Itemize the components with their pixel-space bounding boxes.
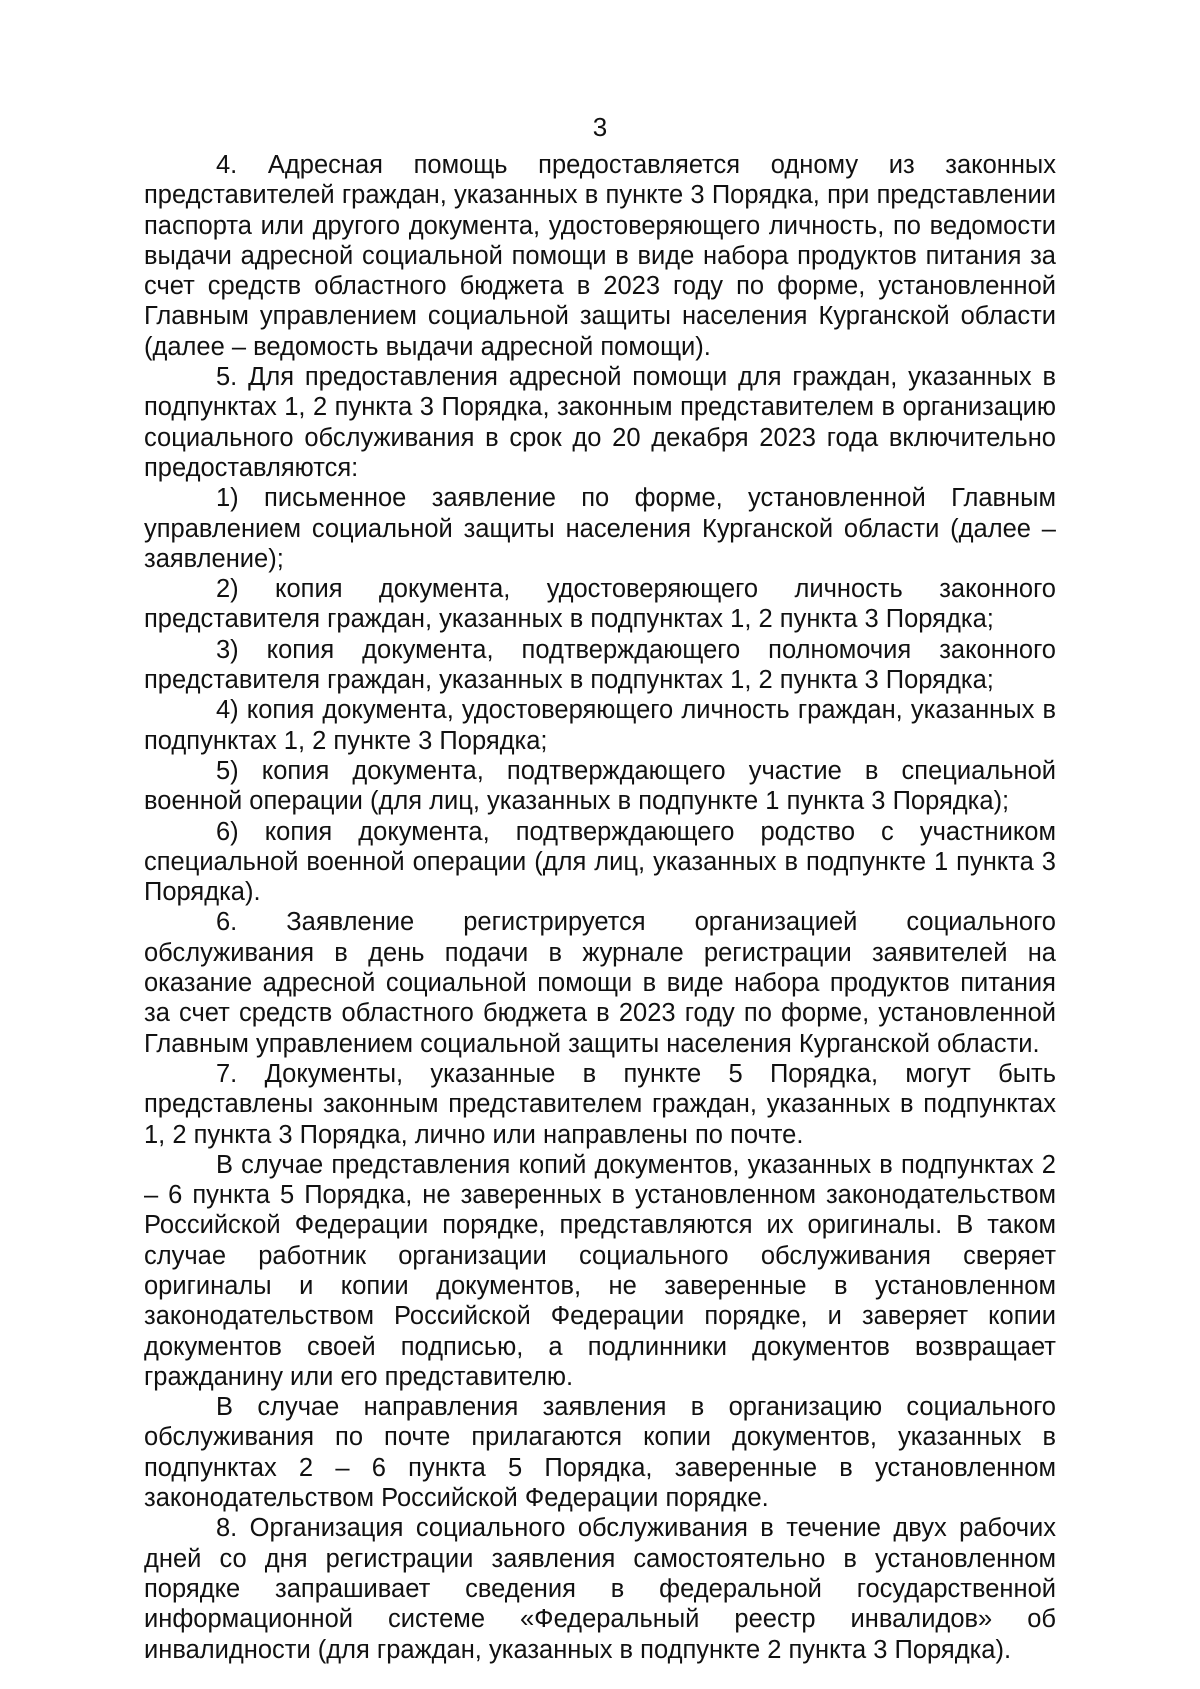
paragraph-item-6: 6. Заявление регистрируется организацией социального обслуживания в день подачи в журнале регистрации заявителей на оказание адресной социальной помощи в виде набора продуктов питания за счет средств областного бюджета в 2023 году по форме, установленной Главным управлением социальной защиты населения Курганской области. <box>144 908 1056 1058</box>
paragraph-item-4: 4. Адресная помощь предоставляется одному из законных представителей граждан, указанных в пункте 3 Порядка, при представлении паспорта или другого документа, удостоверяющего личность, по ведомости выдачи адресной социальной помощи в виде набора продуктов питания за счет средств областного бюджета в 2023 году по форме, установленной Главным управлением социальной защиты населения Курганской области (далее – ведомость выдачи адресной помощи). <box>144 151 1056 361</box>
paragraph-item-8: 8. Организация социального обслуживания в течение двух рабочих дней со дня регистрации заявления самостоятельно в установленном порядке запрашивает сведения в федеральной государственной информационной системе «Федеральный реестр инвалидов» об инвалидности (для граждан, указанных в подпункте 2 пункта 3 Порядка). <box>144 1514 1056 1664</box>
paragraph-item-5: 5. Для предоставления адресной помощи для граждан, указанных в подпунктах 1, 2 пункта 3 Порядка, законным представителем в организацию социального обслуживания в срок до 20 декабря 2023 года включительно предоставляются: <box>144 363 1056 482</box>
subparagraph-1: 1) письменное заявление по форме, установленной Главным управлением социальной защиты населения Курганской области (далее – заявление); <box>144 484 1056 573</box>
subparagraph-2: 2) копия документа, удостоверяющего личность законного представителя граждан, указанных в подпунктах 1, 2 пункта 3 Порядка; <box>144 575 1056 634</box>
subparagraph-4: 4) копия документа, удостоверяющего личность граждан, указанных в подпунктах 1, 2 пункте 3 Порядка; <box>144 696 1056 755</box>
paragraph-copies-presentation: В случае представления копий документов, указанных в подпунктах 2 – 6 пункта 5 Порядка, не заверенных в установленном законодательством Российской Федерации порядке, представляются их оригиналы. В таком случае работник организации социального обслуживания сверяет оригиналы и копии документов, не заверенные в установленном законодательством Российской Федерации порядке, и заверяет копии документов своей подписью, а подлинники документов возвращает гражданину или его представителю. <box>144 1150 1056 1391</box>
subparagraph-6: 6) копия документа, подтверждающего родство с участником специальной военной операции (для лиц, указанных в подпункте 1 пункта 3 Порядка). <box>144 817 1056 907</box>
paragraph-item-7: 7. Документы, указанные в пункте 5 Порядка, могут быть представлены законным представителем граждан, указанных в подпунктах 1, 2 пункта 3 Порядка, лично или направлены по почте. <box>144 1059 1056 1149</box>
subparagraph-5: 5) копия документа, подтверждающего участие в специальной военной операции (для лиц, указанных в подпункте 1 пункта 3 Порядка); <box>144 756 1056 816</box>
page-number: 3 <box>592 112 608 142</box>
document-body <box>144 150 1056 1665</box>
paragraph-mail-submission: В случае направления заявления в организацию социального обслуживания по почте прилагаются копии документов, указанных в подпунктах 2 – 6 пункта 5 Порядка, заверенные в установленном законодательством Российской Федерации порядке. <box>144 1393 1056 1513</box>
subparagraph-3: 3) копия документа, подтверждающего полномочия законного представителя граждан, указанных в подпунктах 1, 2 пункта 3 Порядка; <box>144 635 1056 695</box>
